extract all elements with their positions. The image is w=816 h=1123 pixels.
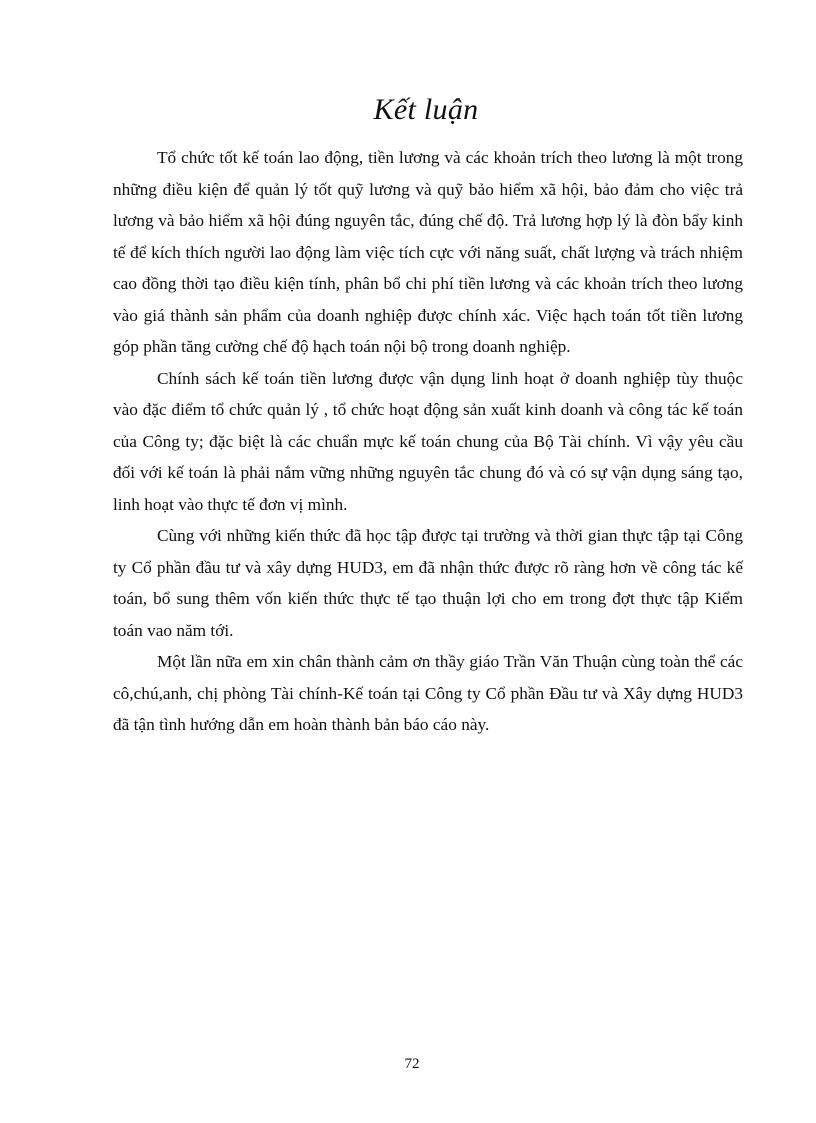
paragraph-1: Tổ chức tốt kế toán lao động, tiền lương và các khoản trích theo lương là một trong những điều kiện để quản lý tốt quỹ lương và quỹ bảo hiểm xã hội, bảo đảm cho việc trả lương và bảo hiểm xã hội đúng nguyên tắc, đúng chế độ. Trả lương hợp lý là đòn bẩy kinh tế để kích thích người lao động làm việc tích cực với năng suất, chất lượng và trách nhiệm cao đồng thời tạo điều kiện tính, phân bổ chi phí tiền lương và các khoản trích theo lương vào giá thành sản phẩm của doanh nghiệp được chính xác. Việc hạch toán tốt tiền lương góp phần tăng cường chế độ hạch toán nội bộ trong doanh nghiệp.: [113, 148, 743, 356]
paragraph-4: Một lần nữa em xin chân thành cảm ơn thầy giáo Trần Văn Thuận cùng toàn thể các cô,chú,anh, chị phòng Tài chính-Kế toán tại Công ty Cổ phần Đầu tư và Xây dựng HUD3 đã tận tình hướng dẫn em hoàn thành bản báo cáo này.: [113, 652, 743, 734]
page-number: 72: [404, 1056, 420, 1072]
page-title: Kết luận: [373, 93, 479, 126]
paragraph-2: Chính sách kế toán tiền lương được vận dụng linh hoạt ở doanh nghiệp tùy thuộc vào đặc điểm tổ chức quản lý , tổ chức hoạt động sản xuất kinh doanh và công tác kế toán của Công ty; đặc biệt là các chuẩn mực kế toán chung của Bộ Tài chính. Vì vậy yêu cầu đối với kế toán là phải nắm vững những nguyên tắc chung đó và có sự vận dụng sáng tạo, linh hoạt vào thực tế đơn vị mình.: [113, 368, 743, 514]
paragraph-3: Cùng với những kiến thức đã học tập được tại trường và thời gian thực tập tại Công ty Cổ phần đầu tư và xây dựng HUD3, em đã nhận thức được rõ ràng hơn về công tác kế toán, bổ sung thêm vốn kiến thức thực tế tạo thuận lợi cho em trong đợt thực tập Kiểm toán vao năm tới.: [113, 526, 743, 640]
body-text: [113, 142, 743, 741]
